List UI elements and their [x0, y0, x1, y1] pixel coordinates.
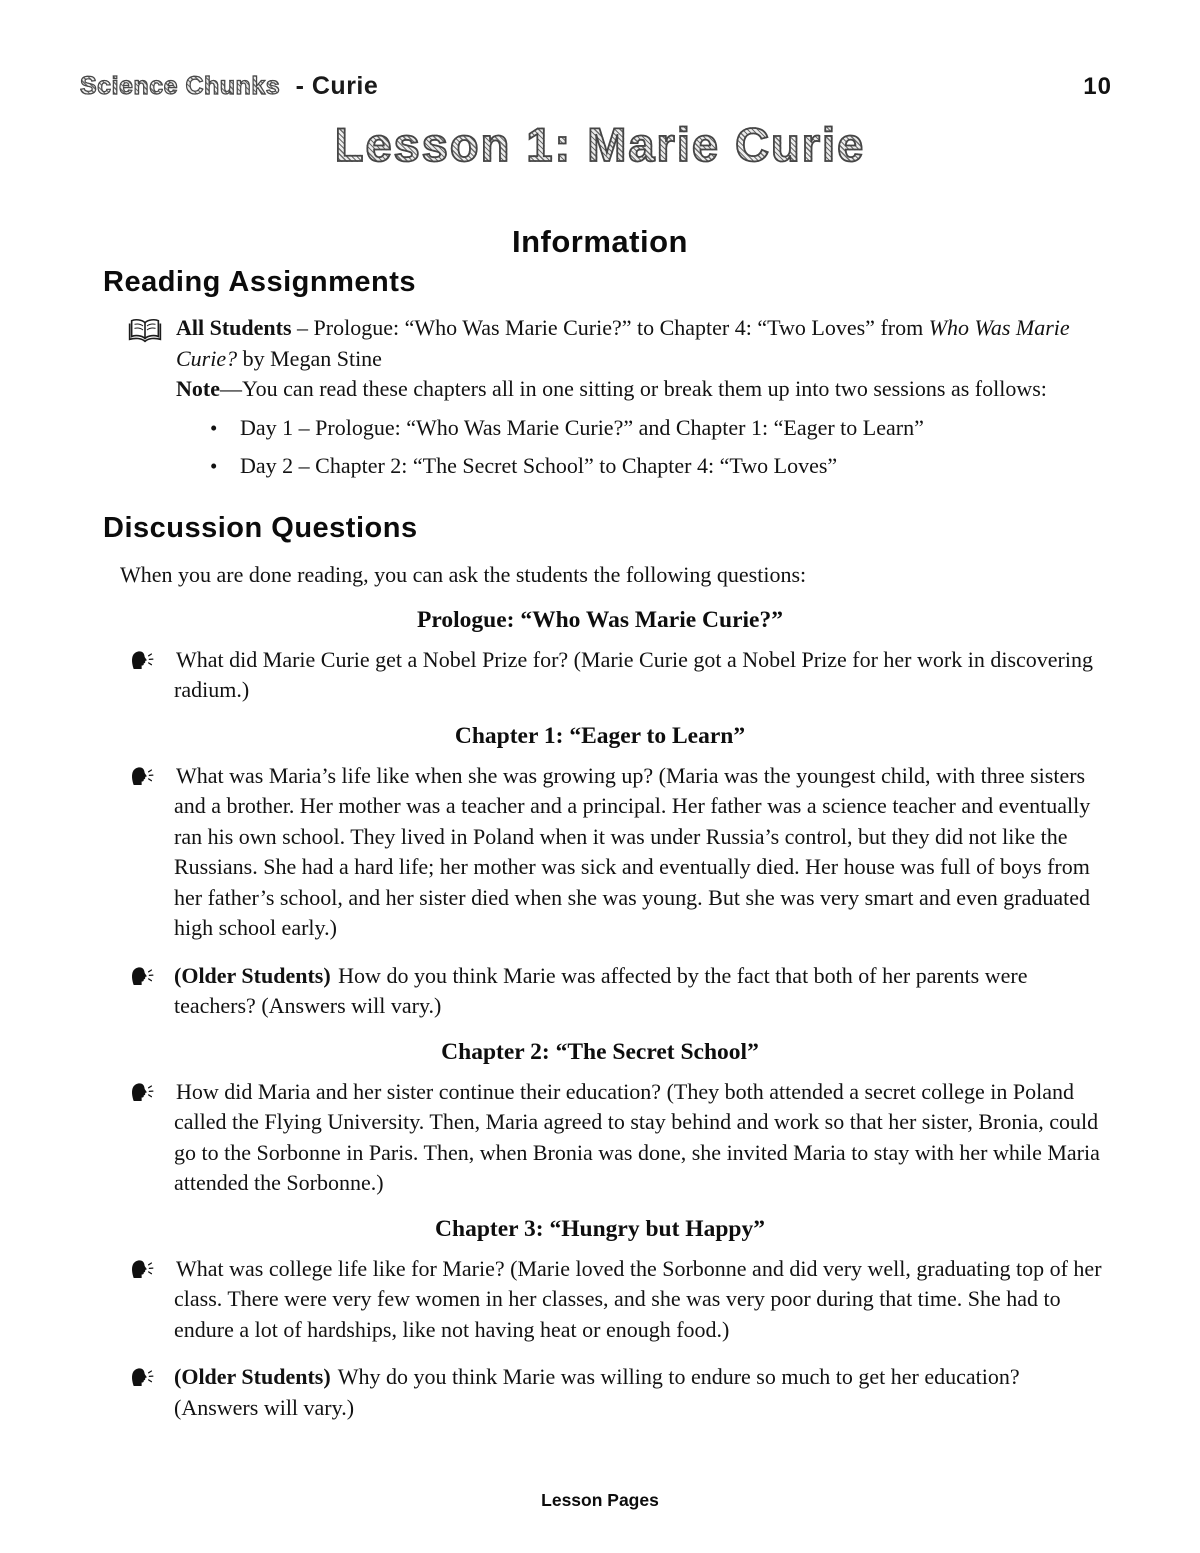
reading-assignment-text	[176, 313, 1108, 486]
question-body: Why do you think Marie was willing to endure so much to get her education? (Answers will vary.)	[174, 1364, 1020, 1420]
question-text	[174, 1362, 1106, 1423]
discussion-question	[128, 761, 1112, 944]
chapter-heading: Chapter 3: “Hungry but Happy”	[435, 1215, 765, 1242]
chapter-heading: Chapter 1: “Eager to Learn”	[454, 722, 746, 749]
question-text	[174, 1077, 1106, 1199]
talking-head-icon	[128, 1257, 160, 1284]
question-text	[174, 1254, 1106, 1346]
note-body: —You can read these chapters all in one sitting or break them up into two sessions as follows:	[219, 376, 1047, 401]
talking-head-icon	[128, 764, 160, 791]
question-body: What did Marie Curie get a Nobel Prize for? (Marie Curie got a Nobel Prize for her work in discovering radium.)	[174, 646, 1093, 702]
question-body: What was college life like for Marie? (Marie loved the Sorbonne and did very well, graduating top of her class. There were very few women in her classes, and she was very poor during that time. She had to endure a lot of hardships, like not having heat or enough food.)	[174, 1255, 1102, 1342]
question-text	[174, 761, 1106, 944]
assignment-body: – Prologue: “Who Was Marie Curie?” to Chapter 4: “Two Loves” from	[291, 315, 929, 340]
note-label: Note	[176, 376, 220, 401]
talking-head-icon	[128, 964, 160, 991]
reading-assignments-heading: Reading Assignments	[103, 266, 416, 298]
question-bold-prefix: (Older Students)	[174, 962, 331, 988]
question-body: How do you think Marie was affected by the fact that both of her parents were teachers? (Answers will vary.)	[174, 962, 1028, 1018]
question-text	[174, 961, 1106, 1022]
page-number: 10	[1083, 73, 1112, 100]
open-book-icon	[128, 317, 164, 348]
page-footer-label: Lesson Pages	[541, 1490, 659, 1510]
day-bullet: • Day 1 – Prologue: “Who Was Marie Curie?” and Chapter 1: “Eager to Learn”	[210, 409, 1108, 448]
question-text	[174, 645, 1106, 706]
assignment-audience: All Students	[176, 315, 292, 340]
question-body: How did Maria and her sister continue their education? (They both attended a secret college in Poland called the Flying University. Then, Maria agreed to stay behind and work so that her sister, Bronia, could go to the Sorbonne in Paris. Then, when Bronia was done, she invited Maria to stay with her while Maria attended the Sorbonne.)	[174, 1078, 1100, 1195]
page-header	[0, 0, 1200, 101]
assignment-author: by Megan Stine	[237, 345, 382, 371]
question-bold-prefix: (Older Students)	[174, 1364, 331, 1389]
information-heading: Information	[512, 224, 688, 259]
talking-head-icon	[128, 648, 160, 675]
talking-head-icon	[128, 1365, 160, 1392]
brand-science-chunks: Science Chunks	[80, 72, 281, 100]
chapter-heading: Prologue: “Who Was Marie Curie?”	[417, 606, 783, 633]
reading-assignment	[128, 313, 1112, 486]
discussion-question	[128, 1362, 1112, 1423]
day-bullet: • Day 2 – Chapter 2: “The Secret School” to Chapter 4: “Two Loves”	[210, 447, 1108, 486]
chapter-heading: Chapter 2: “The Secret School”	[441, 1038, 759, 1065]
discussion-question	[128, 1254, 1112, 1346]
discussion-questions-heading: Discussion Questions	[103, 511, 418, 544]
day-list	[176, 409, 1108, 486]
discussion-question	[128, 1077, 1112, 1199]
note-line	[176, 374, 1108, 405]
brand	[80, 72, 378, 101]
discussion-intro: When you are done reading, you can ask the students the following questions:	[120, 561, 807, 587]
assignment-line	[176, 313, 1108, 374]
brand-suffix: - Curie	[295, 72, 379, 100]
talking-head-icon	[128, 1080, 160, 1107]
discussion-question	[128, 961, 1112, 1022]
question-body: What was Maria’s life like when she was growing up? (Maria was the youngest child, with three sisters and a brother. Her mother was a teacher and a principal. Her father was a science teacher and eventually ran his own school. They lived in Poland when it was under Russia’s control, but they did not like the Russians. She had a hard life; her mother was sick and eventually died. Her house was full of boys from her father’s school, and her sister died when she was young. But she was very smart and even graduated high school early.)	[174, 762, 1091, 940]
lesson-title	[0, 117, 1200, 172]
lesson-title-text: Lesson 1: Marie Curie	[334, 118, 866, 171]
book-title-italic: Who Was Marie Curie?	[176, 315, 1070, 371]
discussion-sections	[0, 607, 1200, 1424]
discussion-question	[128, 645, 1112, 706]
